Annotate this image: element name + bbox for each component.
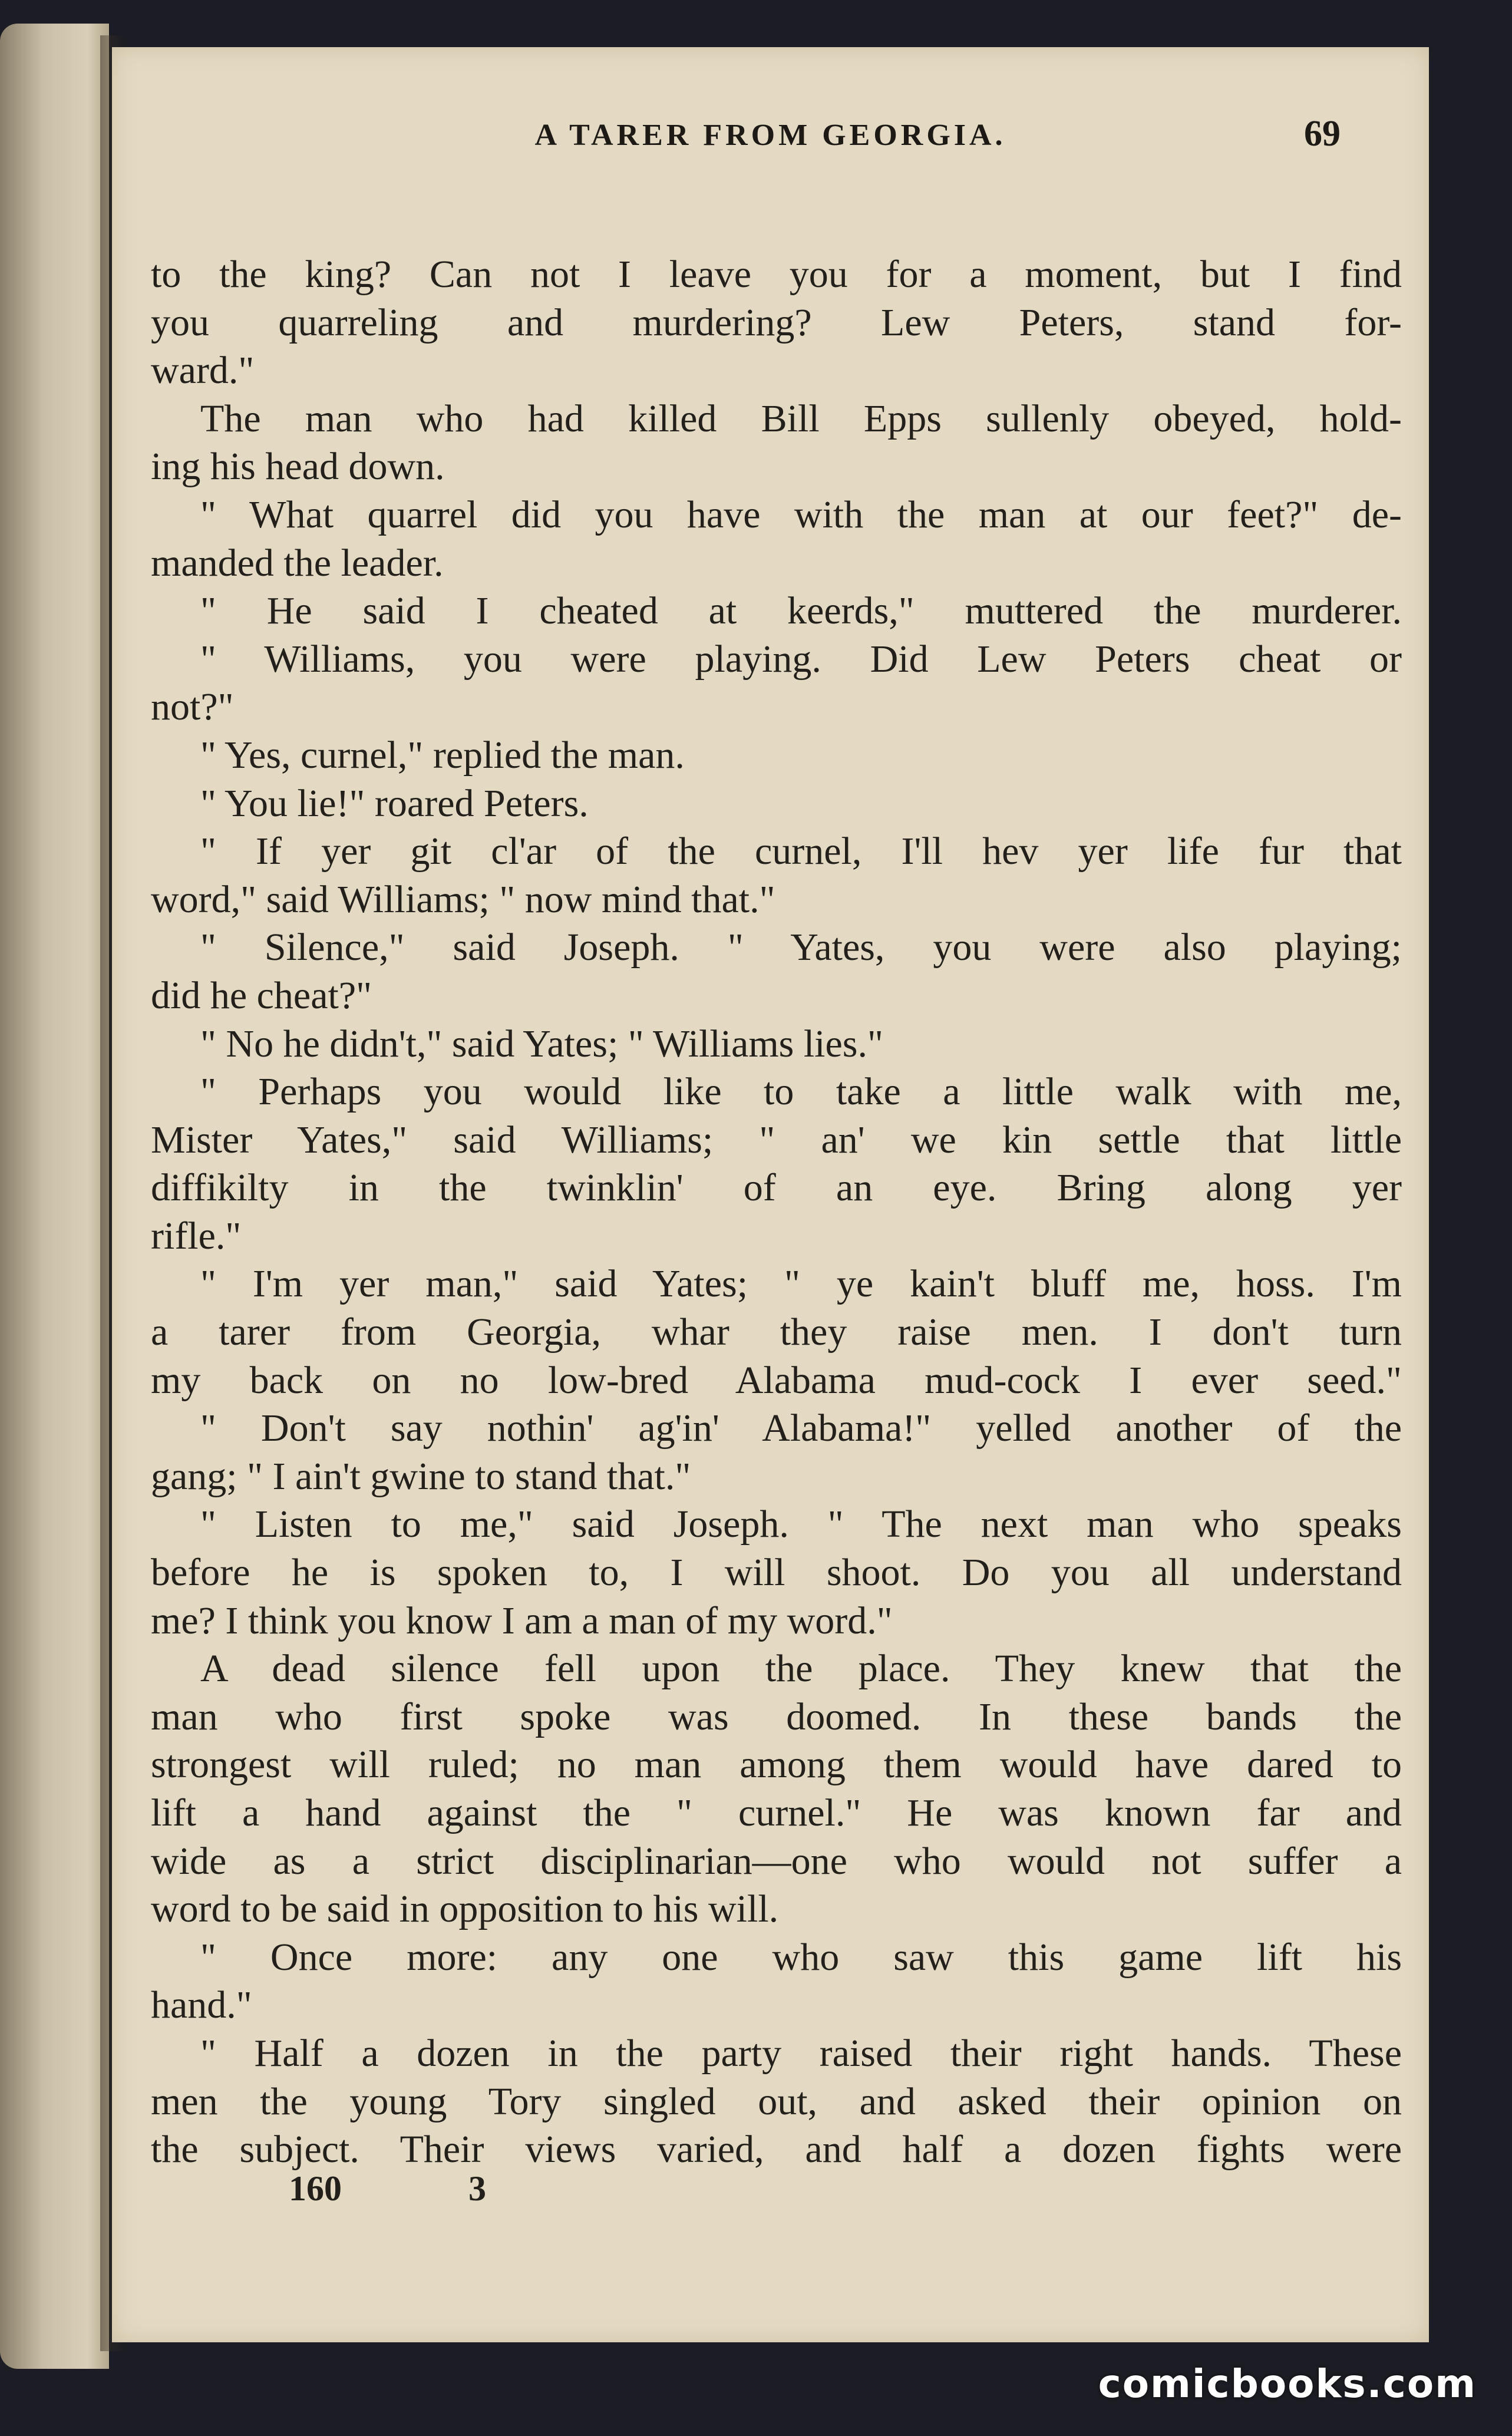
text-line: " What quarrel did you have with the man at our feet?" de- [200, 493, 1402, 536]
text-line: " Half a dozen in the party raised their right hands. These [200, 2031, 1402, 2075]
text-line: " Don't say nothin' ag'in' Alabama!" yelled another of the [200, 1407, 1402, 1450]
body-text [151, 250, 1402, 2174]
text-line: ing his head down. [151, 445, 445, 488]
text-line: ward." [151, 349, 255, 392]
text-line: Mister Yates," said Williams; " an' we kin settle that little [151, 1118, 1402, 1161]
text-line: did he cheat?" [151, 973, 372, 1017]
text-line: " He said I cheated at keerds," muttered the murderer. [200, 589, 1402, 633]
text-line: " Once more: any one who saw this game lift his [200, 1935, 1402, 1979]
text-line: word," said Williams; " now mind that." [151, 877, 775, 921]
text-line: rifle." [151, 1214, 242, 1257]
text-line: strongest will ruled; no man among them would have dared to [151, 1743, 1402, 1787]
signature-number: 160 [289, 2169, 342, 2208]
text-line: lift a hand against the " curnel." He was known far and [151, 1791, 1402, 1834]
text-line: before he is spoken to, I will shoot. Do you all understand [151, 1551, 1402, 1595]
text-line: a tarer from Georgia, whar they raise men. I don't turn [151, 1311, 1402, 1354]
text-line: diffikilty in the twinklin' of an eye. Bring along yer [151, 1166, 1402, 1210]
text-line: men the young Tory singled out, and asked their opinion on [151, 2079, 1402, 2123]
book-page [112, 47, 1429, 2342]
text-line: gang; " I ain't gwine to stand that." [151, 1454, 691, 1498]
text-line: you quarreling and murdering? Lew Peters, stand for- [151, 301, 1402, 344]
text-line: word to be said in opposition to his will. [151, 1887, 779, 1931]
printer-signature [289, 2168, 486, 2209]
text-line: " No he didn't," said Yates; " Williams lies." [200, 1022, 883, 1065]
text-line: not?" [151, 685, 234, 729]
text-line: " Listen to me," said Joseph. " The next man who speaks [200, 1503, 1402, 1546]
text-line: " Silence," said Joseph. " Yates, you were also playing; [200, 926, 1402, 969]
text-line: " I'm yer man," said Yates; " ye kain't bluff me, hoss. I'm [200, 1262, 1402, 1306]
text-line: " You lie!" roared Peters. [200, 781, 589, 825]
text-line: the subject. Their views varied, and half a dozen fights were [151, 2128, 1402, 2171]
text-line: wide as a strict disciplinarian—one who would not suffer a [151, 1839, 1402, 1883]
page-header [112, 114, 1429, 171]
text-line: " If yer git cl'ar of the curnel, I'll hev yer life fur that [200, 830, 1402, 873]
text-line: " Yes, curnel," replied the man. [200, 733, 685, 777]
text-line: " Perhaps you would like to take a little walk with me, [200, 1070, 1402, 1114]
text-line: " Williams, you were playing. Did Lew Peters cheat or [200, 637, 1402, 681]
text-line: to the king? Can not I leave you for a moment, but I find [151, 253, 1402, 296]
facing-page-edge [0, 24, 109, 2369]
signature-sheet: 3 [468, 2169, 486, 2208]
text-line: my back on no low-bred Alabama mud-cock I ever seed." [151, 1358, 1402, 1402]
site-watermark: comicbooks.com [1098, 2361, 1477, 2407]
page-number: 69 [1304, 114, 1341, 154]
text-line: manded the leader. [151, 541, 444, 585]
text-line: me? I think you know I am a man of my word." [151, 1599, 893, 1642]
text-line: A dead silence fell upon the place. They knew that the [200, 1647, 1402, 1691]
text-line: hand." [151, 1983, 252, 2027]
running-title: A TARER FROM GEORGIA. [534, 118, 1006, 152]
text-line: The man who had killed Bill Epps sullenly obeyed, hold- [200, 397, 1402, 440]
text-line: man who first spoke was doomed. In these bands the [151, 1695, 1402, 1738]
